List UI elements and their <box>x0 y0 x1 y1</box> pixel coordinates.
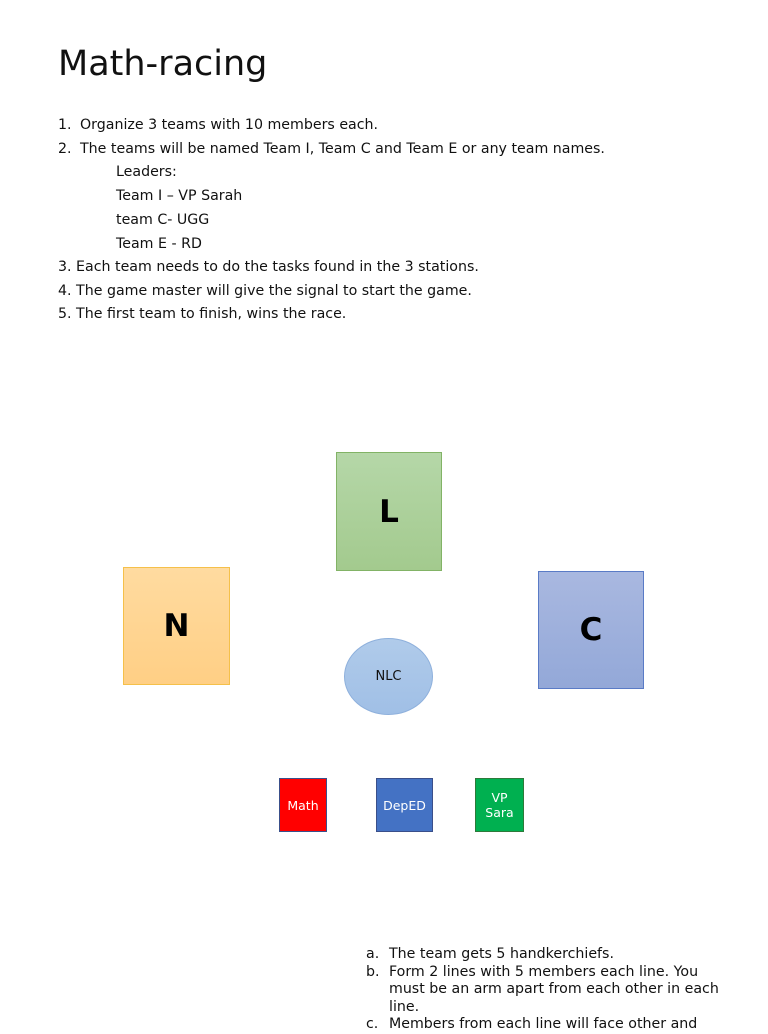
station-c-label: C <box>579 612 603 648</box>
note-b-text: Form 2 lines with 5 members each line. You must be an arm apart from each other in each line. <box>389 963 719 1015</box>
deped-chip-label: DepED <box>383 797 426 813</box>
note-c-text: Members from each line will face other and <box>389 1016 698 1032</box>
instruction-1-text: Organize 3 teams with 10 members each. <box>80 117 379 133</box>
nlc-circle <box>344 638 433 715</box>
nlc-label: NLC <box>375 669 402 684</box>
station-c <box>538 571 644 689</box>
deped-chip <box>376 778 433 832</box>
note-b-letter: b. <box>366 963 380 980</box>
instruction-2 <box>58 140 605 158</box>
instruction-3: 3. Each team needs to do the tasks found in the 3 stations. <box>58 259 479 275</box>
math-chip-label: Math <box>287 797 319 813</box>
vp-sara-chip <box>475 778 524 832</box>
leader-team-c: team C- UGG <box>116 212 210 228</box>
leader-team-i: Team I – VP Sarah <box>116 188 243 204</box>
vp-chip-label-line1: VP <box>491 790 508 805</box>
station-n <box>123 567 230 685</box>
station-n-label: N <box>163 608 190 644</box>
vp-chip-label-line2: Sara <box>485 805 514 820</box>
instruction-1 <box>58 116 378 134</box>
note-a <box>366 946 736 964</box>
note-c <box>366 1016 736 1034</box>
instruction-1-number: 1. <box>58 117 72 133</box>
station-l-label: L <box>379 493 399 530</box>
instruction-5: 5. The first team to finish, wins the race. <box>58 306 347 322</box>
leader-team-e: Team E - RD <box>116 236 202 252</box>
instruction-2-text: The teams will be named Team I, Team C and Team E or any team names. <box>80 141 605 157</box>
page-title: Math-racing <box>58 44 268 84</box>
note-c-letter: c. <box>366 1016 379 1032</box>
station-l <box>336 452 442 571</box>
instruction-4: 4. The game master will give the signal to start the game. <box>58 283 472 299</box>
note-a-letter: a. <box>366 946 380 962</box>
instruction-2-number: 2. <box>58 141 72 157</box>
math-chip <box>279 778 327 832</box>
leaders-heading: Leaders: <box>116 164 177 180</box>
note-a-text: The team gets 5 handkerchiefs. <box>389 946 614 962</box>
notes-list <box>366 946 736 1034</box>
note-b <box>366 964 736 1017</box>
